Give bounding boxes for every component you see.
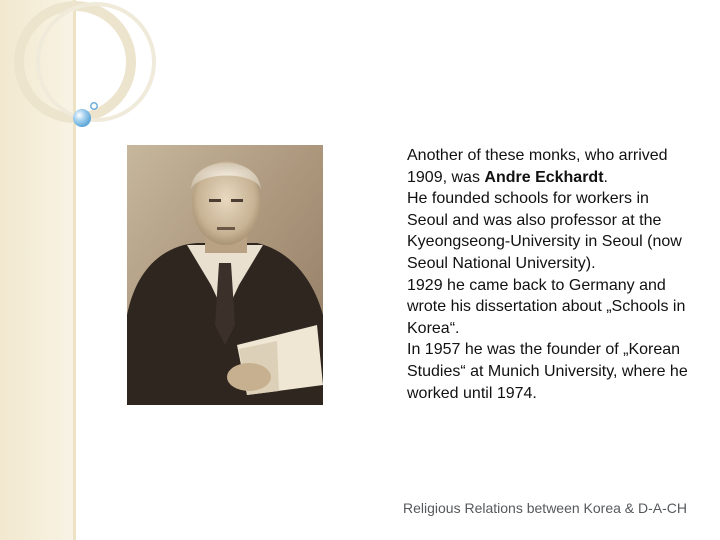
side-band-edge: [73, 0, 76, 540]
paragraph-arrival: [407, 145, 689, 188]
blue-bubble-small: [91, 103, 97, 109]
paragraph-arrival-end: .: [603, 168, 608, 186]
name-highlight: Andre Eckhardt: [484, 168, 604, 186]
slide-body-text: [407, 145, 689, 404]
paragraph-schools: He founded schools for workers in Seoul and was also professor at the Kyeongseong-University in Seoul (now Seoul National University).: [407, 190, 682, 272]
paragraph-korean-studies: In 1957 he was the founder of „Korean Studies“ at Munich University, where he worked until 1974.: [407, 341, 688, 402]
decorative-side-band: [0, 0, 75, 540]
portrait-photo: [127, 145, 323, 405]
paragraph-germany: 1929 he came back to Germany and wrote his dissertation about „Schools in Korea“.: [407, 276, 686, 337]
paragraph-arrival-text: Another of these monks, who arrived 1909, was: [407, 147, 668, 186]
slide-footer: Religious Relations between Korea & D-A-CH: [403, 500, 688, 516]
